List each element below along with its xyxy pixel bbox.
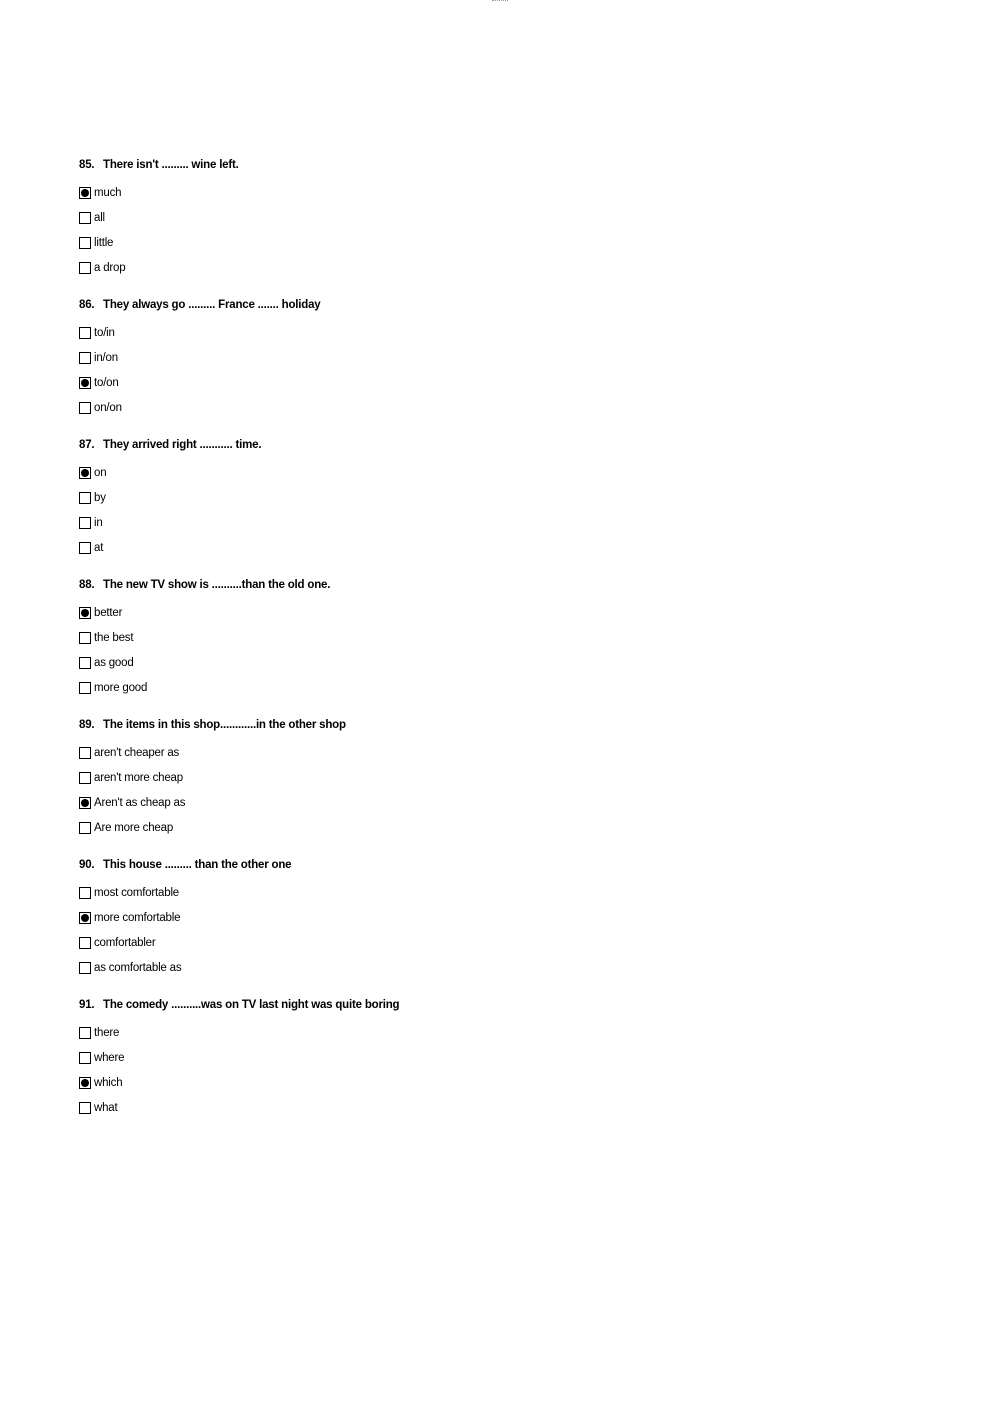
answer-option-label: where (94, 1051, 125, 1064)
answer-option-label: at (94, 541, 104, 554)
checkbox-icon[interactable] (79, 887, 91, 899)
answer-option[interactable] (79, 790, 779, 815)
checked-checkbox-icon[interactable] (79, 912, 91, 924)
question-91 (79, 996, 779, 1136)
selected-dot-icon (81, 1079, 89, 1087)
answer-option-label: a drop (94, 261, 126, 274)
checkbox-icon[interactable] (79, 1052, 91, 1064)
answer-option[interactable] (79, 600, 779, 625)
question-prompt (79, 436, 779, 454)
checkbox-icon[interactable] (79, 517, 91, 529)
checkbox-icon[interactable] (79, 212, 91, 224)
answer-option-label: on (94, 466, 107, 479)
question-number: 91. (79, 999, 95, 1011)
answer-option-label: most comfortable (94, 886, 179, 899)
answer-options (79, 880, 779, 980)
checkbox-icon[interactable] (79, 1102, 91, 1114)
answer-option[interactable] (79, 740, 779, 765)
question-90 (79, 856, 779, 996)
checkbox-icon[interactable] (79, 1027, 91, 1039)
answer-option[interactable] (79, 905, 779, 930)
checkbox-icon[interactable] (79, 352, 91, 364)
question-text: They always go ......... France ....... holiday (103, 299, 321, 311)
checkbox-icon[interactable] (79, 262, 91, 274)
answer-option-label: more good (94, 681, 148, 694)
question-prompt (79, 296, 779, 314)
answer-option-label: what (94, 1101, 118, 1114)
answer-option[interactable] (79, 650, 779, 675)
answer-option-label: on/on (94, 401, 122, 414)
checkbox-icon[interactable] (79, 632, 91, 644)
answer-option[interactable] (79, 675, 779, 700)
answer-options (79, 320, 779, 420)
answer-option-label: Are more cheap (94, 821, 174, 834)
checkbox-icon[interactable] (79, 822, 91, 834)
question-prompt (79, 856, 779, 874)
checkbox-icon[interactable] (79, 402, 91, 414)
checked-checkbox-icon[interactable] (79, 797, 91, 809)
answer-option[interactable] (79, 1070, 779, 1095)
checkbox-icon[interactable] (79, 542, 91, 554)
question-number: 89. (79, 719, 95, 731)
answer-option-label: aren't cheaper as (94, 746, 180, 759)
answer-option[interactable] (79, 485, 779, 510)
question-number: 86. (79, 299, 95, 311)
answer-option[interactable] (79, 180, 779, 205)
answer-option[interactable] (79, 930, 779, 955)
question-text: The comedy ..........was on TV last night was quite boring (103, 999, 400, 1011)
selected-dot-icon (81, 609, 89, 617)
answer-option[interactable] (79, 255, 779, 280)
answer-option-label: which (94, 1076, 123, 1089)
answer-option-label: comfortabler (94, 936, 156, 949)
question-prompt (79, 716, 779, 734)
selected-dot-icon (81, 914, 89, 922)
answer-option[interactable] (79, 1045, 779, 1070)
checked-checkbox-icon[interactable] (79, 467, 91, 479)
answer-options (79, 460, 779, 560)
question-text: They arrived right ........... time. (103, 439, 262, 451)
answer-option-label: aren't more cheap (94, 771, 183, 784)
answer-option-label: as comfortable as (94, 961, 182, 974)
question-86 (79, 296, 779, 436)
answer-option-label: to/on (94, 376, 119, 389)
selected-dot-icon (81, 189, 89, 197)
checked-checkbox-icon[interactable] (79, 377, 91, 389)
answer-option[interactable] (79, 815, 779, 840)
answer-option-label: little (94, 236, 114, 249)
question-prompt (79, 576, 779, 594)
answer-option[interactable] (79, 1020, 779, 1045)
question-text: The new TV show is ..........than the old one. (103, 579, 331, 591)
checkbox-icon[interactable] (79, 327, 91, 339)
answer-option[interactable] (79, 370, 779, 395)
question-87 (79, 436, 779, 576)
checkbox-icon[interactable] (79, 657, 91, 669)
answer-option-label: in (94, 516, 103, 529)
question-85 (79, 156, 779, 296)
answer-option[interactable] (79, 320, 779, 345)
answer-option-label: as good (94, 656, 134, 669)
checkbox-icon[interactable] (79, 962, 91, 974)
question-number: 90. (79, 859, 95, 871)
answer-options (79, 1020, 779, 1120)
answer-option-label: in/on (94, 351, 118, 364)
answer-option[interactable] (79, 880, 779, 905)
quiz-questions (79, 156, 779, 1136)
answer-option[interactable] (79, 345, 779, 370)
checkbox-icon[interactable] (79, 492, 91, 504)
answer-options (79, 600, 779, 700)
answer-option-label: better (94, 606, 123, 619)
checkbox-icon[interactable] (79, 682, 91, 694)
question-number: 87. (79, 439, 95, 451)
answer-option-label: by (94, 491, 106, 504)
selected-dot-icon (81, 379, 89, 387)
answer-option[interactable] (79, 955, 779, 980)
answer-option-label: all (94, 211, 105, 224)
question-88 (79, 576, 779, 716)
answer-option[interactable] (79, 765, 779, 790)
question-prompt (79, 996, 779, 1014)
question-number: 85. (79, 159, 95, 171)
answer-option-label: much (94, 186, 122, 199)
answer-option[interactable] (79, 230, 779, 255)
answer-option[interactable] (79, 460, 779, 485)
selected-dot-icon (81, 799, 89, 807)
answer-options (79, 180, 779, 280)
answer-option[interactable] (79, 625, 779, 650)
question-text: The items in this shop............in the other shop (103, 719, 346, 731)
answer-options (79, 740, 779, 840)
answer-option-label: to/in (94, 326, 115, 339)
question-89 (79, 716, 779, 856)
answer-option[interactable] (79, 1095, 779, 1120)
answer-option-label: the best (94, 631, 134, 644)
question-number: 88. (79, 579, 95, 591)
answer-option-label: more comfortable (94, 911, 181, 924)
checked-checkbox-icon[interactable] (79, 1077, 91, 1089)
page-header-mark (492, 0, 508, 3)
answer-option[interactable] (79, 395, 779, 420)
answer-option[interactable] (79, 510, 779, 535)
checkbox-icon[interactable] (79, 747, 91, 759)
selected-dot-icon (81, 469, 89, 477)
checked-checkbox-icon[interactable] (79, 607, 91, 619)
checked-checkbox-icon[interactable] (79, 187, 91, 199)
answer-option[interactable] (79, 205, 779, 230)
question-text: There isn't ......... wine left. (103, 159, 239, 171)
question-prompt (79, 156, 779, 174)
question-text: This house ......... than the other one (103, 859, 292, 871)
answer-option-label: there (94, 1026, 120, 1039)
answer-option[interactable] (79, 535, 779, 560)
checkbox-icon[interactable] (79, 237, 91, 249)
answer-option-label: Aren't as cheap as (94, 796, 186, 809)
checkbox-icon[interactable] (79, 937, 91, 949)
checkbox-icon[interactable] (79, 772, 91, 784)
